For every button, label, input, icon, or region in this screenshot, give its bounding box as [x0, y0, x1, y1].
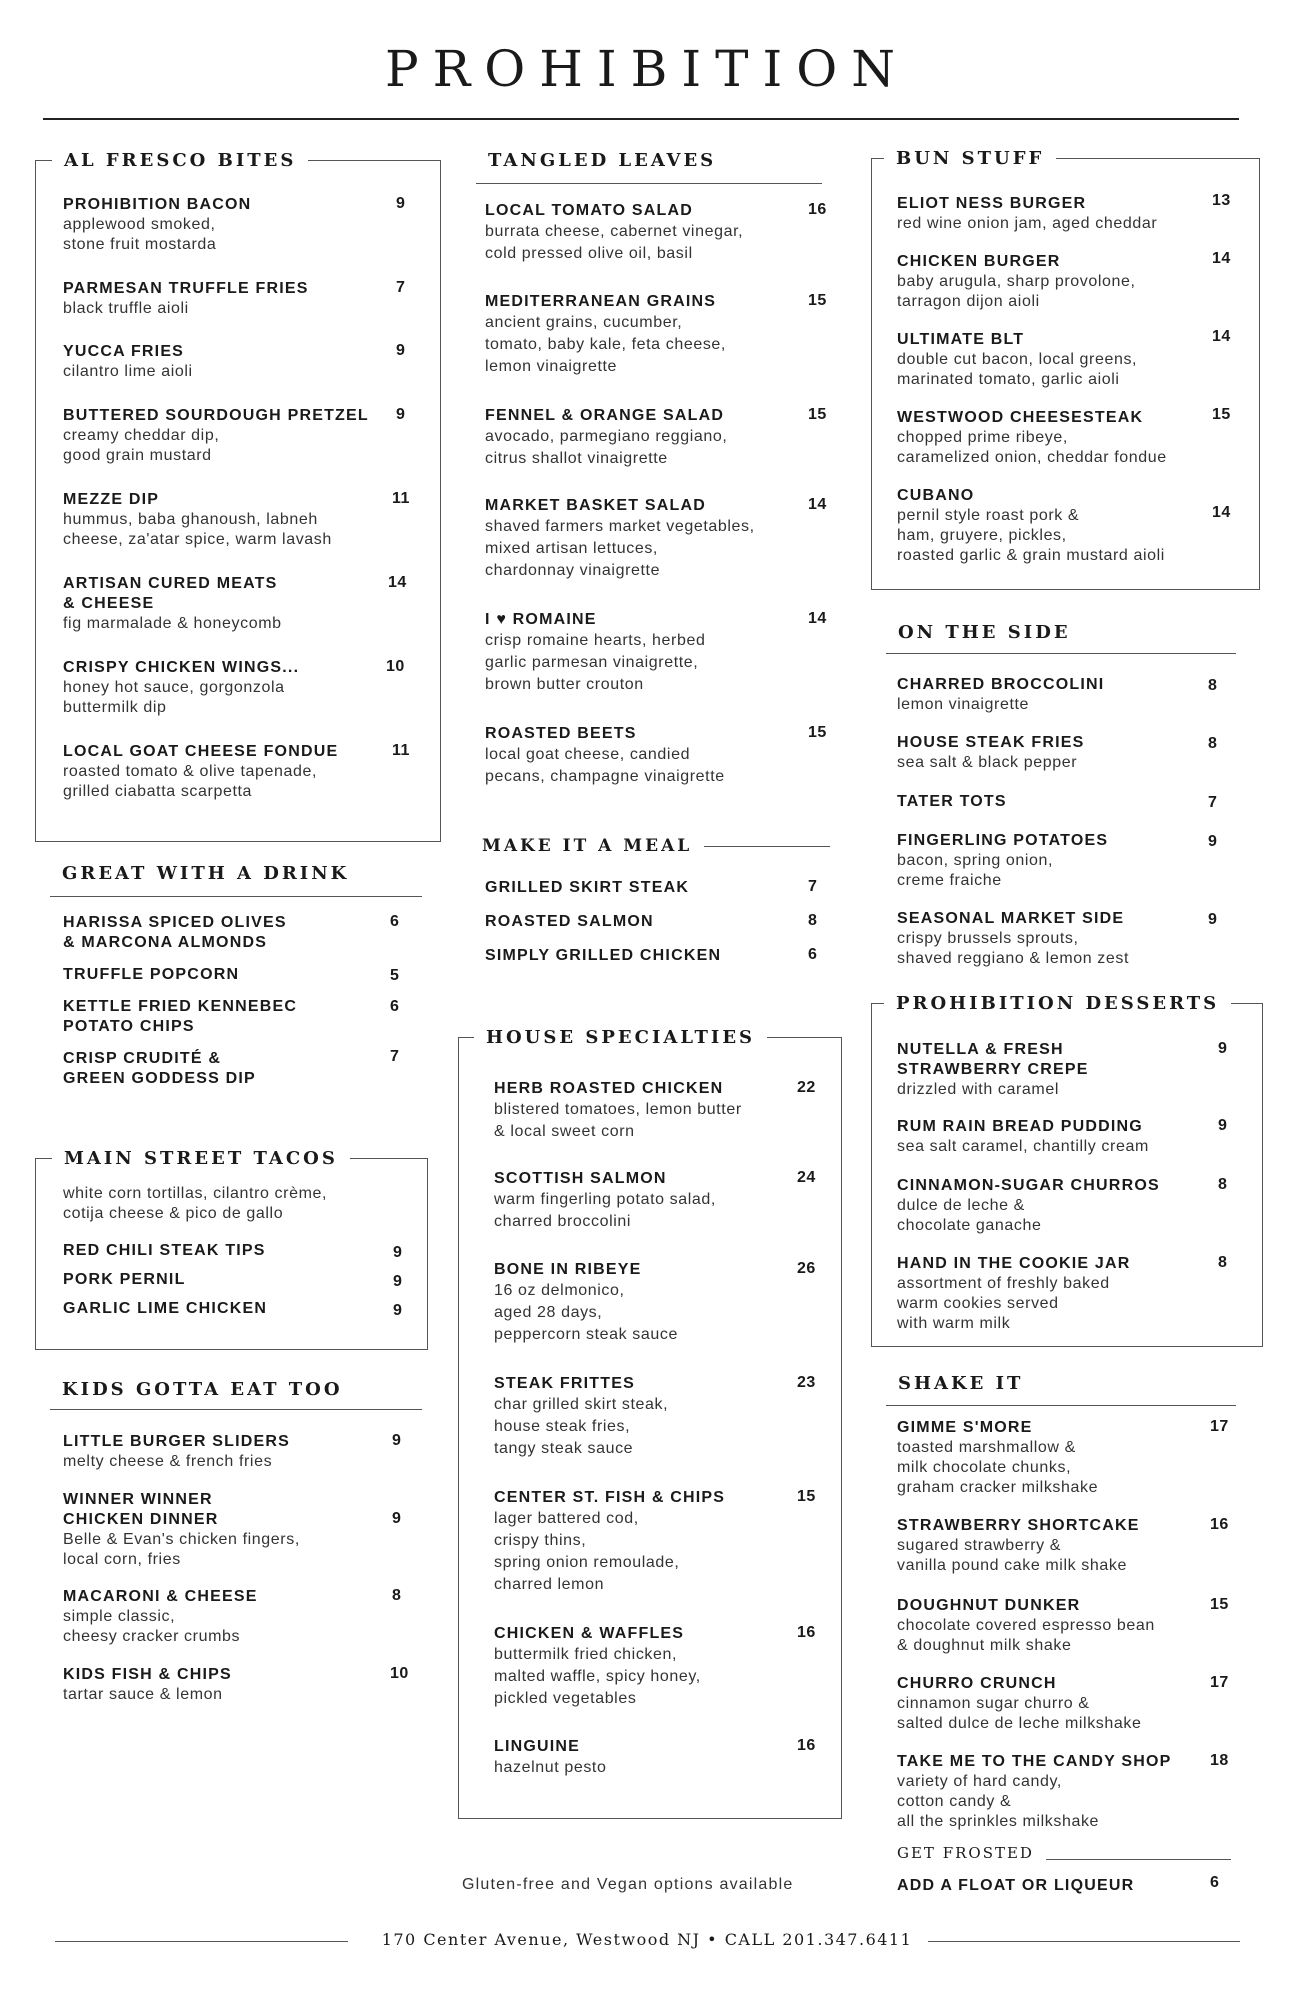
- menu-item: [897, 675, 1104, 715]
- item-desc: warm fingerling potato salad, charred broccolini: [494, 1191, 716, 1230]
- item-price: 9: [396, 195, 406, 212]
- item-desc: applewood smoked, stone fruit mostarda: [63, 216, 217, 253]
- item-name: KIDS FISH & CHIPS: [63, 1666, 232, 1683]
- item-desc: 16 oz delmonico, aged 28 days, peppercorn steak sauce: [494, 1282, 678, 1343]
- menu-item: [494, 1737, 606, 1779]
- item-desc: shaved farmers market vegetables, mixed artisan lettuces, chardonnay vinaigrette: [485, 518, 755, 579]
- menu-item: [897, 408, 1167, 468]
- menu-item: [897, 1596, 1155, 1656]
- item-price: 8: [1218, 1176, 1228, 1193]
- item-desc: local goat cheese, candied pecans, champagne vinaigrette: [485, 746, 725, 785]
- item-desc: lager battered cod, crispy thins, spring onion remoulade, charred lemon: [494, 1510, 680, 1593]
- item-name: PARMESAN TRUFFLE FRIES: [63, 280, 309, 297]
- item-desc: variety of hard candy, cotton candy & all the sprinkles milkshake: [897, 1773, 1100, 1830]
- item-price: 16: [808, 201, 827, 218]
- section-title-specialties: HOUSE SPECIALTIES: [474, 1027, 767, 1048]
- menu-item: [897, 1040, 1089, 1100]
- item-name: GARLIC LIME CHICKEN: [63, 1300, 268, 1317]
- item-price: 15: [808, 724, 827, 741]
- item-desc: drizzled with caramel: [897, 1081, 1059, 1098]
- menu-item: [485, 406, 727, 470]
- item-name: STEAK FRITTES: [494, 1375, 635, 1392]
- item-price: 14: [388, 574, 407, 591]
- item-price: 10: [386, 658, 405, 675]
- item-price: 16: [1210, 1516, 1229, 1533]
- item-desc: hummus, baba ghanoush, labneh cheese, za'atar spice, warm lavash: [63, 511, 332, 548]
- item-name: SIMPLY GRILLED CHICKEN: [485, 947, 722, 964]
- item-desc: lemon vinaigrette: [897, 696, 1030, 713]
- menu-item: [63, 997, 297, 1037]
- item-name: CENTER ST. FISH & CHIPS: [494, 1489, 726, 1506]
- section-title-shake: SHAKE IT: [886, 1373, 1035, 1394]
- item-price: 6: [390, 998, 400, 1015]
- tacos-intro: [63, 1184, 327, 1224]
- item-price: 8: [392, 1587, 402, 1604]
- menu-item: [485, 201, 743, 265]
- menu-item: [63, 1432, 290, 1472]
- item-name: LOCAL TOMATO SALAD: [485, 202, 693, 219]
- section-meal-rule: [690, 846, 830, 847]
- menu-item: [63, 1665, 232, 1705]
- item-price: 8: [1208, 677, 1218, 694]
- item-name: PROHIBITION BACON: [63, 196, 252, 213]
- item-price: 16: [797, 1737, 816, 1754]
- item-desc: pernil style roast pork & ham, gruyere, pickles, roasted garlic & grain mustard aioli: [897, 507, 1165, 564]
- menu-item: [494, 1624, 701, 1710]
- item-desc: chocolate covered espresso bean & doughnut milk shake: [897, 1617, 1155, 1654]
- item-name: TAKE ME TO THE CANDY SHOP: [897, 1753, 1172, 1770]
- item-price: 15: [808, 406, 827, 423]
- restaurant-title: PROHIBITION: [385, 40, 909, 98]
- item-name: MEDITERRANEAN GRAINS: [485, 293, 717, 310]
- item-desc: buttermilk fried chicken, malted waffle, spicy honey, pickled vegetables: [494, 1646, 701, 1707]
- item-desc: honey hot sauce, gorgonzola buttermilk dip: [63, 679, 285, 716]
- menu-item: [897, 1516, 1140, 1576]
- item-name: LOCAL GOAT CHEESE FONDUE: [63, 743, 339, 760]
- item-name: CHURRO CRUNCH: [897, 1675, 1057, 1692]
- item-price: 9: [393, 1273, 403, 1290]
- item-name: PORK PERNIL: [63, 1271, 186, 1288]
- menu-item: [63, 1587, 258, 1647]
- menu-item: [485, 610, 705, 696]
- item-name: CINNAMON-SUGAR CHURROS: [897, 1177, 1160, 1194]
- menu-item: [494, 1260, 678, 1346]
- item-price: 15: [1210, 1596, 1229, 1613]
- item-price: 16: [797, 1624, 816, 1641]
- item-desc: char grilled skirt steak, house steak fries, tangy steak sauce: [494, 1396, 669, 1457]
- item-price: 14: [1212, 504, 1231, 521]
- item-name: ELIOT NESS BURGER: [897, 195, 1087, 212]
- menu-item: [63, 1241, 266, 1261]
- item-price: 6: [390, 913, 400, 930]
- item-name: HERB ROASTED CHICKEN: [494, 1080, 724, 1097]
- menu-item: [63, 342, 193, 382]
- item-desc: creamy cheddar dip, good grain mustard: [63, 427, 220, 464]
- item-name: ROASTED SALMON: [485, 913, 654, 930]
- item-name: CHARRED BROCCOLINI: [897, 676, 1105, 693]
- item-desc: black truffle aioli: [63, 300, 189, 317]
- menu-item: [63, 574, 282, 634]
- item-price: 22: [797, 1079, 816, 1096]
- menu-item: [897, 733, 1085, 773]
- item-name: GRILLED SKIRT STEAK: [485, 879, 690, 896]
- menu-item: [897, 486, 1165, 566]
- menu-item: [494, 1079, 742, 1143]
- menu-item: [897, 1752, 1171, 1832]
- item-desc: hazelnut pesto: [494, 1759, 607, 1776]
- item-name: MARKET BASKET SALAD: [485, 497, 707, 514]
- menu-item: [485, 912, 654, 932]
- item-name: MEZZE DIP: [63, 491, 160, 508]
- dietary-note: Gluten-free and Vegan options available: [462, 1876, 794, 1893]
- menu-item: [485, 292, 726, 378]
- section-title-bun: BUN STUFF: [884, 148, 1056, 169]
- item-price: 17: [1210, 1674, 1229, 1691]
- menu-item: [63, 406, 369, 466]
- menu-item: [897, 194, 1157, 234]
- menu-item: [897, 1418, 1098, 1498]
- item-price: 11: [392, 742, 410, 759]
- item-name: GIMME S'MORE: [897, 1419, 1033, 1436]
- item-name: ROASTED BEETS: [485, 725, 637, 742]
- item-price: 6: [1210, 1874, 1220, 1891]
- item-price: 11: [392, 490, 410, 507]
- item-name: DOUGHNUT DUNKER: [897, 1597, 1081, 1614]
- menu-item: [63, 1299, 267, 1319]
- item-price: 9: [1208, 911, 1218, 928]
- item-price: 8: [1218, 1254, 1228, 1271]
- item-desc: cinnamon sugar churro & salted dulce de leche milkshake: [897, 1695, 1142, 1732]
- item-name: FINGERLING POTATOES: [897, 832, 1109, 849]
- menu-item: [897, 1254, 1131, 1334]
- item-desc: burrata cheese, cabernet vinegar, cold pressed olive oil, basil: [485, 223, 744, 262]
- item-name: CUBANO: [897, 487, 975, 504]
- item-name: RED CHILI STEAK TIPS: [63, 1242, 266, 1259]
- item-price: 15: [1212, 406, 1231, 423]
- item-name-prefix: I: [485, 611, 491, 628]
- section-title-leaves: TANGLED LEAVES: [476, 150, 728, 171]
- item-price: 14: [808, 496, 827, 513]
- item-desc: ancient grains, cucumber, tomato, baby kale, feta cheese, lemon vinaigrette: [485, 314, 726, 375]
- item-desc: cilantro lime aioli: [63, 363, 193, 380]
- item-desc: crisp romaine hearts, herbed garlic parmesan vinaigrette, brown butter crouton: [485, 632, 706, 693]
- item-name: RUM RAIN BREAD PUDDING: [897, 1118, 1143, 1135]
- menu-item: [897, 909, 1129, 969]
- section-title-al-fresco: AL FRESCO BITES: [52, 150, 308, 171]
- item-name: LITTLE BURGER SLIDERS: [63, 1433, 290, 1450]
- item-desc: bacon, spring onion, creme fraiche: [897, 852, 1054, 889]
- item-name: HARISSA SPICED OLIVES & MARCONA ALMONDS: [63, 914, 287, 951]
- item-desc: melty cheese & french fries: [63, 1453, 273, 1470]
- item-name: FENNEL & ORANGE SALAD: [485, 407, 725, 424]
- item-price: 8: [1208, 735, 1218, 752]
- item-desc: roasted tomato & olive tapenade, grilled ciabatta scarpetta: [63, 763, 318, 800]
- section-title-tacos: MAIN STREET TACOS: [52, 1148, 350, 1169]
- item-price: 9: [393, 1244, 403, 1261]
- item-name: [485, 610, 705, 630]
- item-price: 18: [1210, 1752, 1229, 1769]
- item-price: 14: [808, 610, 827, 627]
- item-name: BUTTERED SOURDOUGH PRETZEL: [63, 407, 369, 424]
- menu-item: [485, 724, 725, 788]
- item-name: HOUSE STEAK FRIES: [897, 734, 1085, 751]
- section-title-drink: GREAT WITH A DRINK: [50, 863, 361, 884]
- item-name: CHICKEN & WAFFLES: [494, 1625, 685, 1642]
- item-name: MACARONI & CHEESE: [63, 1588, 258, 1605]
- menu-item: [897, 792, 1007, 812]
- menu-item: [63, 279, 309, 319]
- menu-item: [63, 490, 332, 550]
- item-desc: avocado, parmegiano reggiano, citrus shallot vinaigrette: [485, 428, 728, 467]
- item-name: SEASONAL MARKET SIDE: [897, 910, 1125, 927]
- menu-item: [63, 1049, 256, 1089]
- item-name: STRAWBERRY SHORTCAKE: [897, 1517, 1140, 1534]
- menu-item: [63, 742, 338, 802]
- item-desc: blistered tomatoes, lemon butter & local sweet corn: [494, 1101, 742, 1140]
- item-desc: sugared strawberry & vanilla pound cake milk shake: [897, 1537, 1127, 1574]
- item-price: 9: [396, 342, 406, 359]
- item-desc: crispy brussels sprouts, shaved reggiano & lemon zest: [897, 930, 1130, 967]
- item-name: ARTISAN CURED MEATS & CHEESE: [63, 575, 278, 612]
- item-desc: sea salt caramel, chantilly cream: [897, 1138, 1149, 1155]
- item-price: 9: [392, 1432, 402, 1449]
- section-title-desserts: PROHIBITION DESSERTS: [884, 993, 1231, 1014]
- item-name: TATER TOTS: [897, 793, 1007, 810]
- item-name: YUCCA FRIES: [63, 343, 185, 360]
- item-desc: red wine onion jam, aged cheddar: [897, 215, 1158, 232]
- item-desc: dulce de leche & chocolate ganache: [897, 1197, 1042, 1234]
- footer-address: 170 Center Avenue, Westwood NJ • CALL 201.347.6411: [381, 1930, 913, 1949]
- item-price: 9: [393, 1302, 403, 1319]
- item-desc: sea salt & black pepper: [897, 754, 1078, 771]
- item-name: ULTIMATE BLT: [897, 331, 1025, 348]
- item-desc: double cut bacon, local greens, marinated tomato, garlic aioli: [897, 351, 1138, 388]
- menu-item: [63, 913, 287, 953]
- item-desc: assortment of freshly baked warm cookies served with warm milk: [897, 1275, 1110, 1332]
- item-price: 5: [390, 967, 400, 984]
- menu-item: [63, 658, 299, 718]
- menu-item: [494, 1169, 716, 1233]
- item-price: 7: [390, 1048, 400, 1065]
- item-price: 15: [808, 292, 827, 309]
- item-name: CRISP CRUDITÉ & GREEN GODDESS DIP: [63, 1050, 256, 1087]
- item-desc: toasted marshmallow & milk chocolate chunks, graham cracker milkshake: [897, 1439, 1099, 1496]
- section-title-meal: MAKE IT A MEAL: [470, 836, 704, 856]
- menu-item: [63, 1270, 186, 1290]
- item-price: 15: [797, 1488, 816, 1505]
- menu-item: [897, 831, 1108, 891]
- item-price: 8: [808, 912, 818, 929]
- menu-item: [63, 1490, 300, 1570]
- menu-item: [485, 496, 755, 582]
- menu-item: [63, 195, 251, 255]
- item-desc: fig marmalade & honeycomb: [63, 615, 282, 632]
- item-desc: baby arugula, sharp provolone, tarragon dijon aioli: [897, 273, 1136, 310]
- menu-item: [897, 330, 1137, 390]
- item-name: HAND IN THE COOKIE JAR: [897, 1255, 1131, 1272]
- menu-item: [494, 1374, 668, 1460]
- item-name: TRUFFLE POPCORN: [63, 966, 240, 983]
- menu-item: [63, 965, 239, 985]
- item-desc: tartar sauce & lemon: [63, 1686, 223, 1703]
- item-desc: Belle & Evan's chicken fingers, local corn, fries: [63, 1531, 300, 1568]
- header-rule: [43, 118, 1239, 120]
- item-desc: white corn tortillas, cilantro crème, cotija cheese & pico de gallo: [63, 1185, 328, 1222]
- item-name: KETTLE FRIED KENNEBEC POTATO CHIPS: [63, 998, 298, 1035]
- item-price: 9: [1218, 1117, 1228, 1134]
- item-name: SCOTTISH SALMON: [494, 1170, 667, 1187]
- item-name: WESTWOOD CHEESESTEAK: [897, 409, 1144, 426]
- menu-item: [897, 1674, 1142, 1734]
- item-price: 24: [797, 1169, 816, 1186]
- menu-item: [897, 1176, 1160, 1236]
- item-price: 26: [797, 1260, 816, 1277]
- item-price: 10: [390, 1665, 409, 1682]
- item-name: CHICKEN BURGER: [897, 253, 1061, 270]
- menu-item: [485, 878, 689, 898]
- item-price: 7: [1208, 794, 1218, 811]
- item-price: 23: [797, 1374, 816, 1391]
- menu-item: [897, 252, 1136, 312]
- menu-item: [485, 946, 721, 966]
- item-name-suffix: ROMAINE: [512, 611, 597, 628]
- item-price: 17: [1210, 1418, 1229, 1435]
- item-price: 7: [808, 878, 818, 895]
- item-name: BONE IN RIBEYE: [494, 1261, 642, 1278]
- item-price: 9: [1218, 1040, 1228, 1057]
- menu-item: [494, 1488, 725, 1596]
- item-desc: chopped prime ribeye, caramelized onion, cheddar fondue: [897, 429, 1167, 466]
- item-price: 9: [396, 406, 406, 423]
- item-price: 14: [1212, 328, 1231, 345]
- item-price: 9: [392, 1510, 402, 1527]
- item-price: 13: [1212, 192, 1231, 209]
- item-price: 9: [1208, 833, 1218, 850]
- item-name: LINGUINE: [494, 1738, 581, 1755]
- item-name: ADD A FLOAT OR LIQUEUR: [897, 1877, 1135, 1894]
- section-title-side: ON THE SIDE: [886, 622, 1083, 643]
- menu-item: [897, 1117, 1149, 1157]
- item-name: WINNER WINNER CHICKEN DINNER: [63, 1491, 219, 1528]
- heart-icon: ♥: [496, 611, 508, 628]
- item-name: NUTELLA & FRESH STRAWBERRY CREPE: [897, 1041, 1089, 1078]
- menu-item: [897, 1876, 1134, 1896]
- item-price: 14: [1212, 250, 1231, 267]
- item-price: 7: [396, 279, 406, 296]
- frosted-title: GET FROSTED: [885, 1844, 1046, 1862]
- item-name: CRISPY CHICKEN WINGS...: [63, 659, 300, 676]
- section-title-kids: KIDS GOTTA EAT TOO: [50, 1379, 355, 1400]
- item-desc: simple classic, cheesy cracker crumbs: [63, 1608, 241, 1645]
- item-price: 6: [808, 946, 818, 963]
